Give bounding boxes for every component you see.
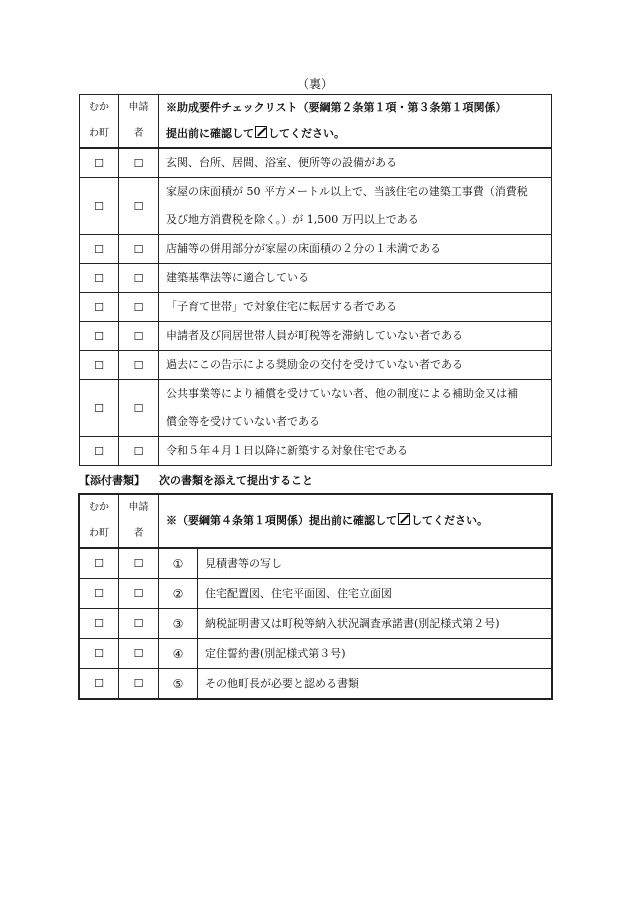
applicant-checkbox[interactable]: ☐	[133, 401, 144, 415]
applicant-checkbox[interactable]: ☐	[133, 300, 144, 314]
town-checkbox[interactable]: ☐	[94, 617, 104, 630]
checklist-row	[80, 293, 552, 322]
attachment-row	[80, 548, 552, 579]
checklist-row	[80, 322, 552, 351]
checked-box-icon	[398, 513, 410, 525]
applicant-checkbox[interactable]: ☐	[133, 444, 144, 458]
town-checkbox[interactable]: ☐	[94, 677, 104, 690]
attachment-label: 住宅配置図、住宅平面図、住宅立面図	[198, 579, 552, 609]
requirement-text: 過去にこの告示による奨励金の交付を受けていない者である	[159, 351, 552, 380]
requirement-text: 家屋の床面積が 50 平方メートル以上で、当該住宅の建築工事費（消費税 及び地方消費税を除く。）が 1,500 万円以上である	[159, 178, 552, 235]
attachment-label: その他町長が必要と認める書類	[198, 669, 552, 699]
applicant-checkbox[interactable]: ☐	[133, 242, 144, 256]
attachments-table	[79, 494, 552, 699]
town-checkbox[interactable]: ☐	[94, 329, 104, 343]
attachment-number: ④	[159, 639, 198, 669]
applicant-column-header: 申請 者	[119, 495, 159, 549]
requirement-text: 「子育て世帯」で対象住宅に転居する者である	[159, 293, 552, 322]
town-column-header: むか わ町	[80, 495, 119, 549]
attachment-number: ②	[159, 579, 198, 609]
town-checkbox[interactable]: ☐	[94, 156, 104, 170]
town-checkbox[interactable]: ☐	[94, 358, 104, 372]
applicant-checkbox[interactable]: ☐	[133, 271, 144, 285]
attachments-title-cell	[159, 495, 552, 549]
page-heading: （裏）	[296, 77, 333, 91]
town-checkbox[interactable]: ☐	[94, 557, 104, 570]
town-checkbox[interactable]: ☐	[94, 271, 104, 285]
attachment-number: ⑤	[159, 669, 198, 699]
attachments-section-title: 【添付書類】 次の書類を添えて提出すること	[79, 474, 313, 487]
checklist-instruction: 提出前に確認して してください。	[166, 127, 345, 140]
checklist-header-row	[80, 95, 552, 149]
applicant-checkbox[interactable]: ☐	[133, 358, 144, 372]
requirement-text: 建築基準法等に適合している	[159, 264, 552, 293]
attachment-row	[80, 579, 552, 609]
applicant-checkbox[interactable]: ☐	[133, 647, 144, 660]
checklist-row	[80, 380, 552, 437]
checklist-row	[80, 235, 552, 264]
attachments-instruction: ※（要綱第４条第１項関係）提出前に確認して してください。	[166, 514, 488, 527]
town-checkbox[interactable]: ☐	[94, 647, 104, 660]
attachment-label: 定住誓約書(別記様式第３号)	[198, 639, 552, 669]
checklist-row	[80, 351, 552, 380]
applicant-checkbox[interactable]: ☐	[133, 557, 144, 570]
applicant-checkbox[interactable]: ☐	[133, 677, 144, 690]
checklist-row	[80, 264, 552, 293]
attachments-header-row	[80, 495, 552, 549]
town-checkbox[interactable]: ☐	[94, 587, 104, 600]
checklist-row	[80, 148, 552, 178]
applicant-checkbox[interactable]: ☐	[133, 156, 144, 170]
checked-box-icon	[255, 126, 267, 138]
town-checkbox[interactable]: ☐	[94, 242, 104, 256]
applicant-checkbox[interactable]: ☐	[133, 329, 144, 343]
attachment-number: ①	[159, 548, 198, 579]
attachment-row	[80, 609, 552, 639]
requirement-text: 令和５年４月１日以降に新築する対象住宅である	[159, 437, 552, 466]
checklist-title: ※助成要件チェックリスト（要綱第２条第１項・第３条第１項関係）	[166, 101, 507, 114]
town-checkbox[interactable]: ☐	[94, 300, 104, 314]
requirement-text: 玄関、台所、居間、浴室、便所等の設備がある	[159, 148, 552, 178]
town-checkbox[interactable]: ☐	[94, 401, 104, 415]
requirement-text: 店舗等の併用部分が家屋の床面積の２分の１未満である	[159, 235, 552, 264]
attachment-label: 見積書等の写し	[198, 548, 552, 579]
checklist-title-cell	[159, 95, 552, 149]
checklist-row	[80, 178, 552, 235]
checklist-row	[80, 437, 552, 466]
applicant-column-header: 申請 者	[119, 95, 159, 149]
requirements-checklist-table	[79, 94, 552, 466]
applicant-checkbox[interactable]: ☐	[133, 587, 144, 600]
town-column-header: むか わ町	[80, 95, 119, 149]
requirement-text: 申請者及び同居世帯人員が町税等を滞納していない者である	[159, 322, 552, 351]
applicant-checkbox[interactable]: ☐	[133, 617, 144, 630]
requirement-text: 公共事業等により補償を受けていない者、他の制度による補助金又は補 償金等を受けていない者である	[159, 380, 552, 437]
attachment-row	[80, 639, 552, 669]
town-checkbox[interactable]: ☐	[94, 444, 104, 458]
attachment-row	[80, 669, 552, 699]
town-checkbox[interactable]: ☐	[94, 199, 104, 213]
attachment-number: ③	[159, 609, 198, 639]
attachment-label: 納税証明書又は町税等納入状況調査承諾書(別記様式第２号)	[198, 609, 552, 639]
applicant-checkbox[interactable]: ☐	[133, 199, 144, 213]
